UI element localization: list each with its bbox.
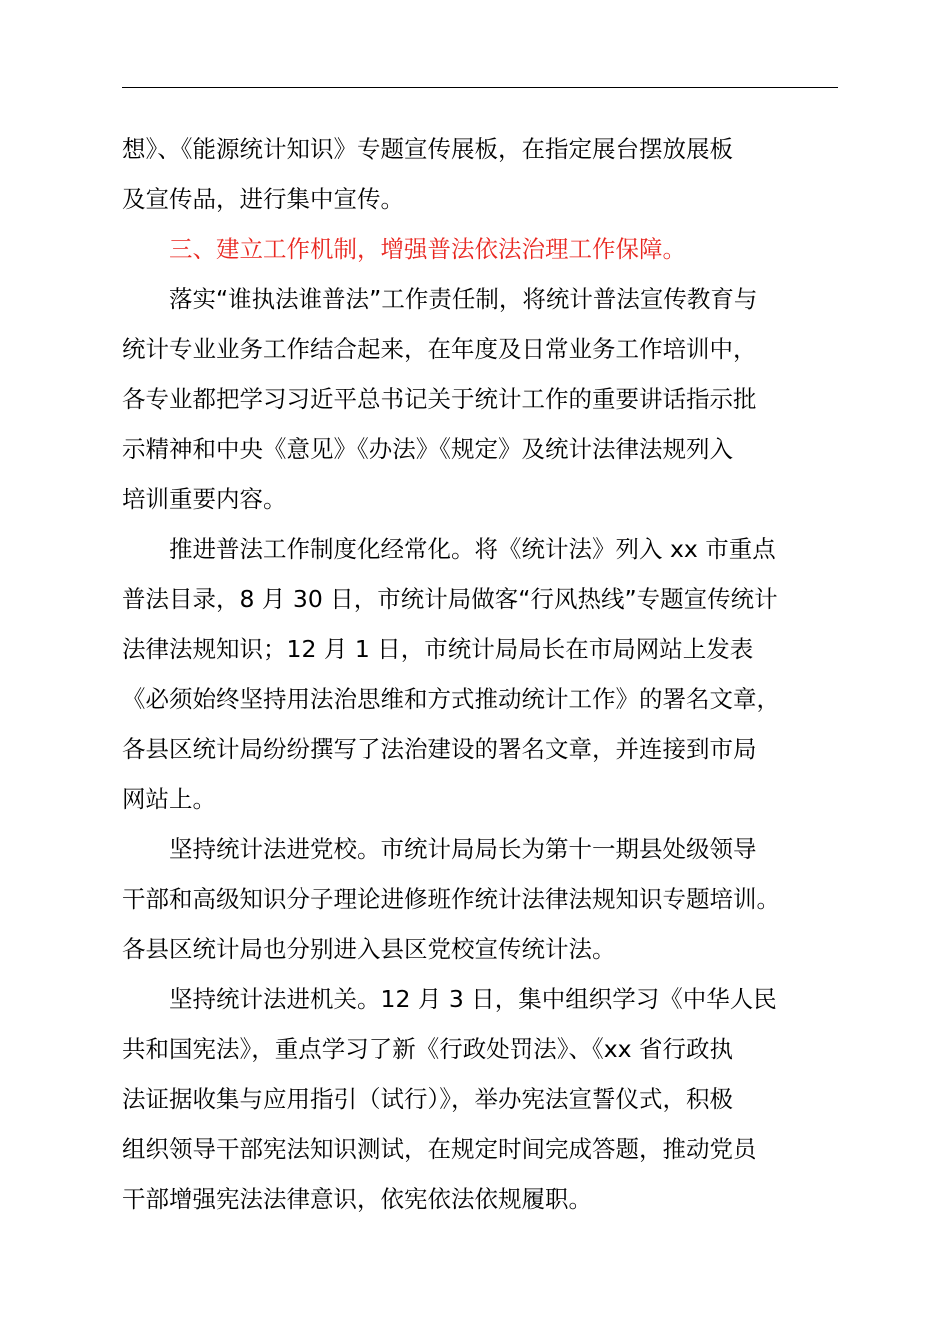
paragraph-continuation — [122, 124, 838, 224]
text-line: 培训重要内容。 — [122, 485, 287, 513]
text-line: 及宣传品，进行集中宣传。 — [122, 185, 404, 213]
text-line: 干部和高级知识分子理论进修班作统计法律法规知识专题培训。 — [122, 885, 780, 913]
document-body — [122, 124, 838, 1224]
section-heading — [122, 224, 838, 274]
paragraph-party-school — [122, 824, 838, 974]
text-line: 《必须始终坚持用法治思维和方式推动统计工作》的署名文章， — [122, 685, 780, 713]
text-line: 网站上。 — [122, 785, 216, 813]
text-line: 法证据收集与应用指引（试行）》，举办宪法宣誓仪式，积极 — [122, 1085, 733, 1113]
text-line: 落实“谁执法谁普法”工作责任制，将统计普法宣传教育与 — [169, 285, 758, 313]
text-line: 推进普法工作制度化经常化。将《统计法》列入 xx 市重点 — [169, 535, 776, 563]
text-line: 法律法规知识；12 月 1 日，市统计局局长在市局网站上发表 — [122, 635, 754, 663]
text-line: 各县区统计局也分别进入县区党校宣传统计法。 — [122, 935, 616, 963]
text-line: 普法目录，8 月 30 日，市统计局做客“行风热线”专题宣传统计 — [122, 585, 778, 613]
paragraph-institutionalization — [122, 524, 838, 824]
paragraph-responsibility — [122, 274, 838, 524]
text-line: 各专业都把学习习近平总书记关于统计工作的重要讲话指示批 — [122, 385, 757, 413]
text-line: 统计专业业务工作结合起来，在年度及日常业务工作培训中， — [122, 335, 757, 363]
section-heading-text: 三、建立工作机制，增强普法依法治理工作保障。 — [169, 235, 686, 263]
text-line: 干部增强宪法法律意识，依宪依法依规履职。 — [122, 1185, 592, 1213]
text-line: 共和国宪法》，重点学习了新《行政处罚法》、《xx 省行政执 — [122, 1035, 734, 1063]
text-line: 各县区统计局纷纷撰写了法治建设的署名文章，并连接到市局 — [122, 735, 757, 763]
text-line: 坚持统计法进机关。12 月 3 日，集中组织学习《中华人民 — [169, 985, 777, 1013]
paragraph-government-agencies — [122, 974, 838, 1224]
text-line: 组织领导干部宪法知识测试，在规定时间完成答题，推动党员 — [122, 1135, 757, 1163]
text-line: 示精神和中央《意见》《办法》《规定》及统计法律法规列入 — [122, 435, 733, 463]
text-line: 想》、《能源统计知识》专题宣传展板，在指定展台摆放展板 — [122, 135, 733, 163]
text-line: 坚持统计法进党校。市统计局局长为第十一期县处级领导 — [169, 835, 757, 863]
header-rule — [122, 87, 838, 88]
